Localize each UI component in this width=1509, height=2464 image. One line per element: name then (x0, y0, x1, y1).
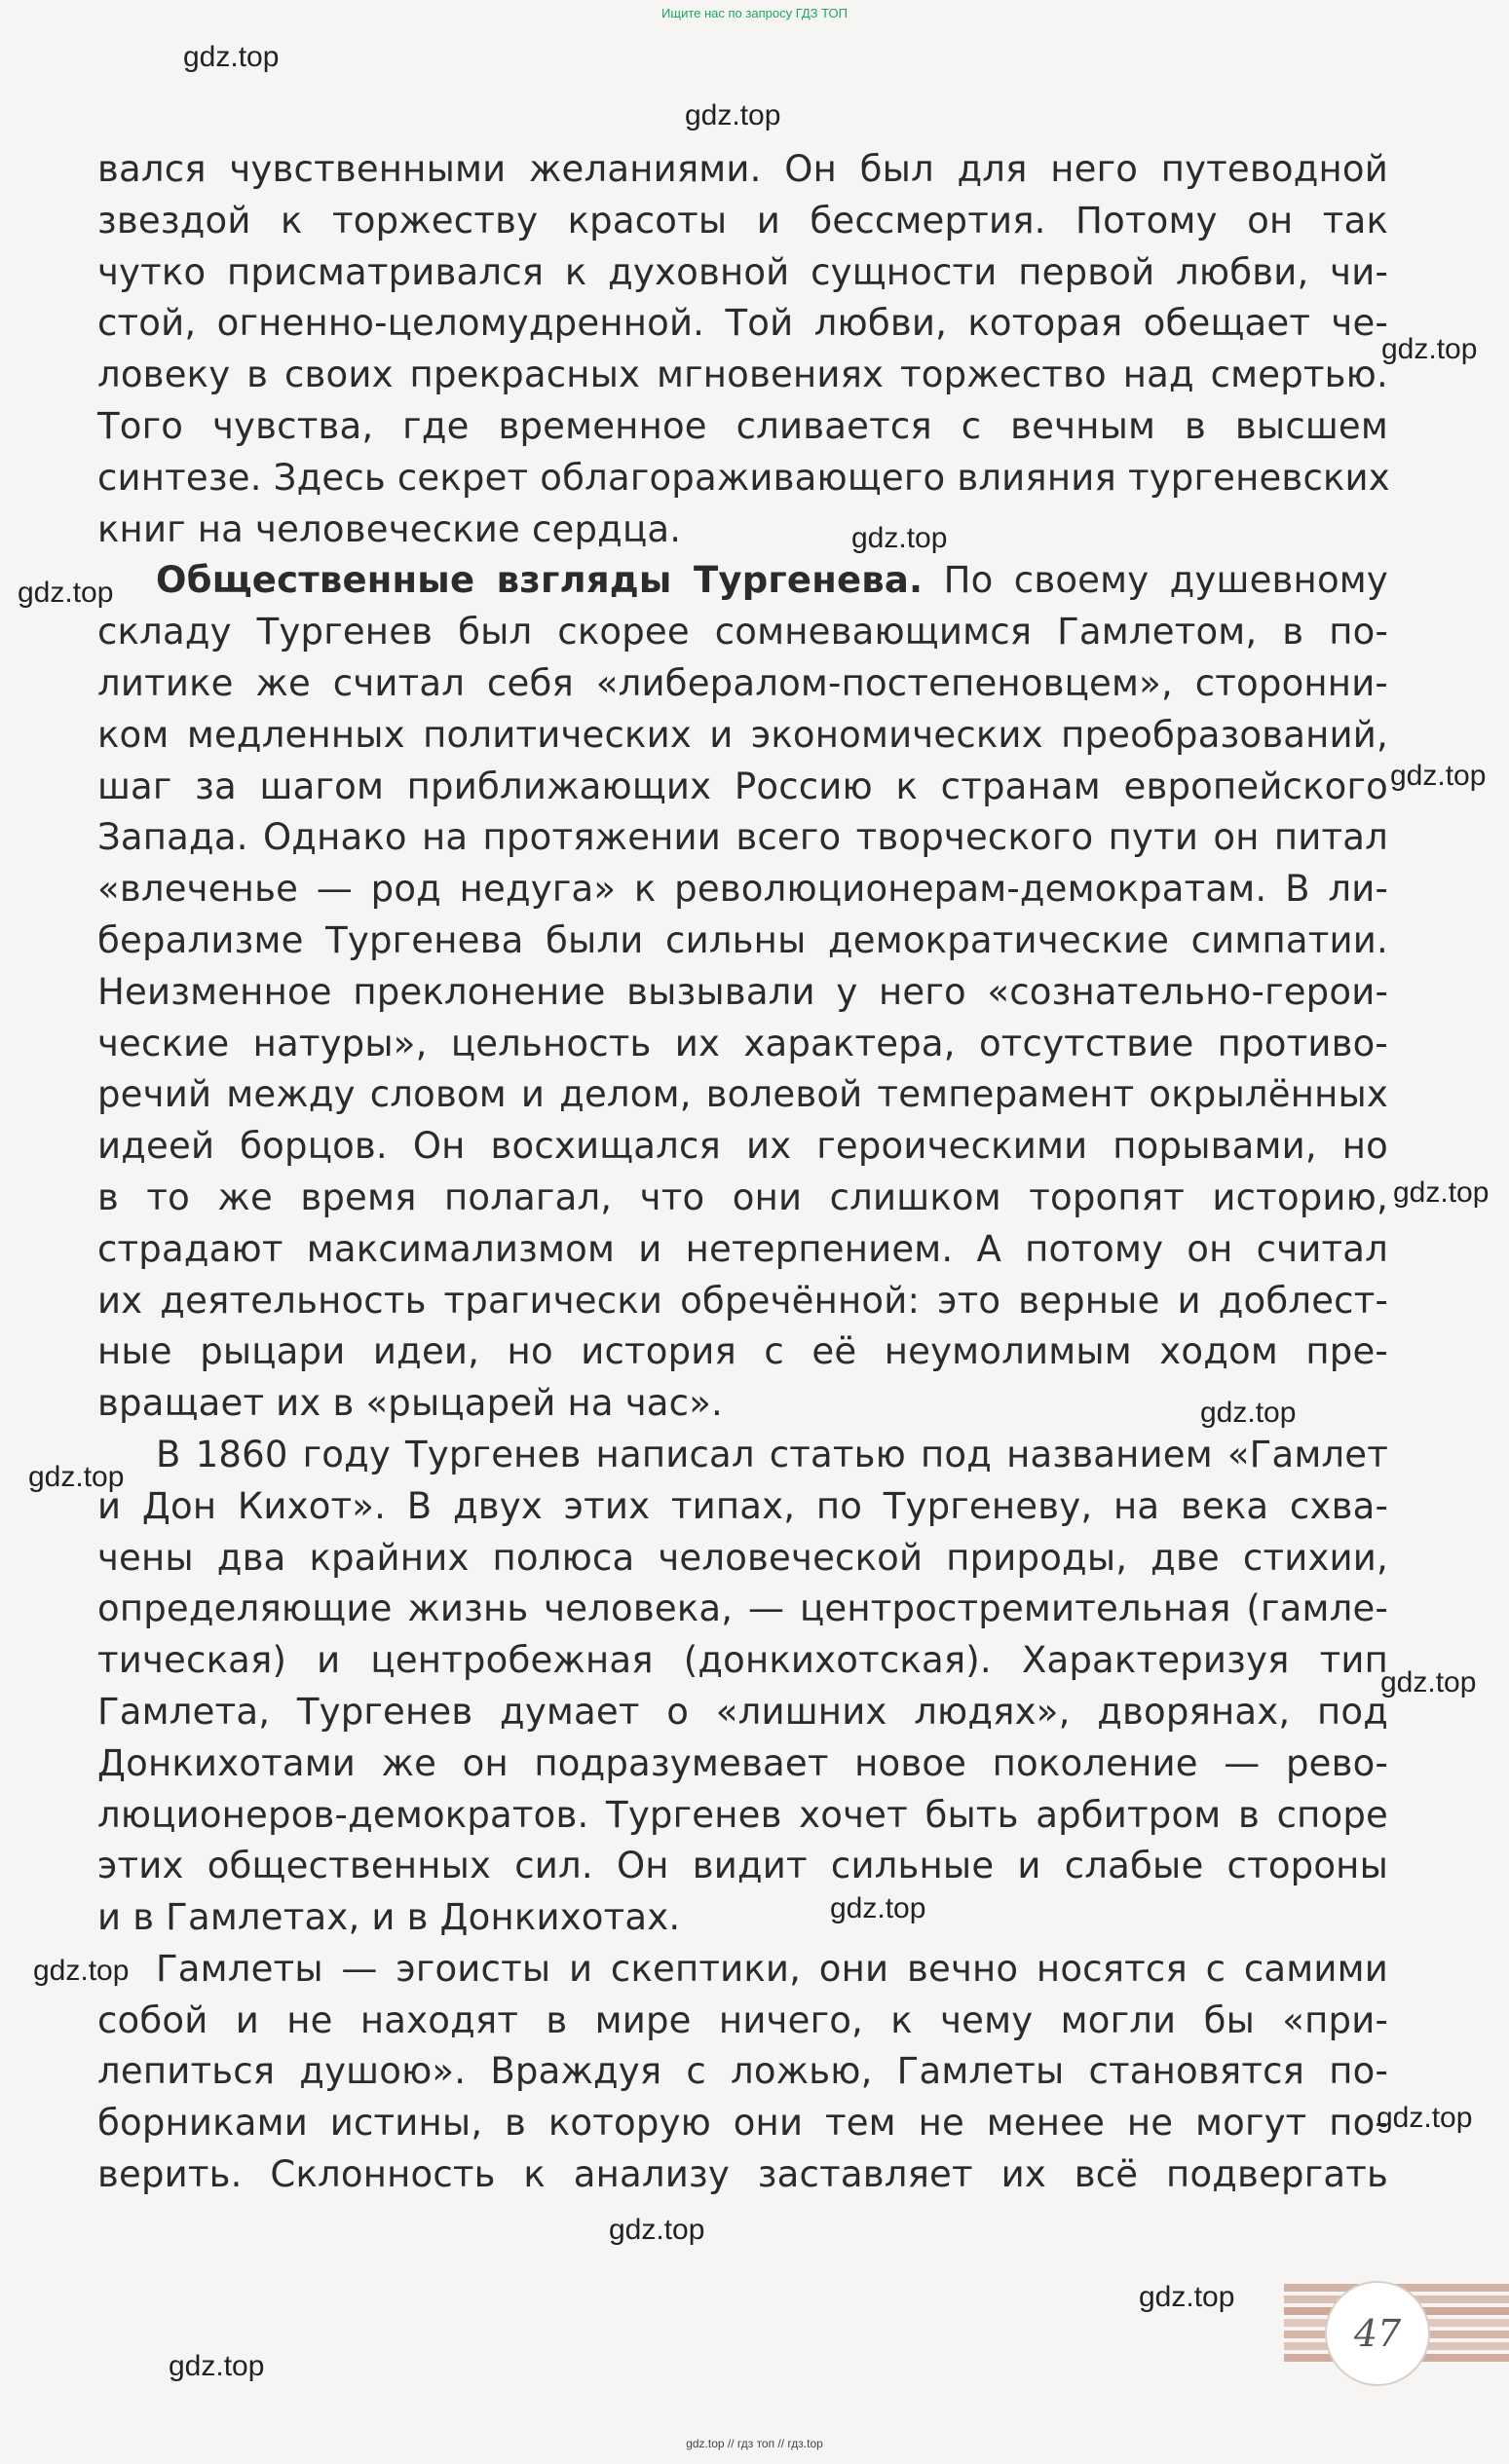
watermark: gdz.top (169, 2350, 265, 2382)
text-line: люционеров-демократов. Тургенев хочет быть арбитром в споре (97, 1793, 1388, 1836)
text-line: Гамлета, Тургенев думает о «лишних людях», дворянах, под (97, 1690, 1388, 1733)
watermark: gdz.top (33, 1955, 130, 1987)
text-line: шаг за шагом приближающих Россию к странам европейского (97, 765, 1388, 807)
text-line: ловеку в своих прекрасных мгновениях торжество над смертью. (97, 354, 1388, 396)
text-line: их деятельность трагически обречённой: это верные и доблест- (97, 1279, 1388, 1322)
text-line: Неизменное преклонение вызывали у него «сознательно-герои- (97, 970, 1388, 1013)
text-line: Того чувства, где временное сливается с вечным в высшем (97, 404, 1388, 447)
text-line: стой, огненно-целомудренной. Той любви, которая обещает че- (97, 302, 1388, 345)
text-line: вращает их в «рыцарей на час». (97, 1382, 723, 1425)
text-line: борниками истины, в которую они тем не менее не могут по- (97, 2102, 1388, 2145)
text-line: и Дон Кихот». В двух этих типах, по Тургеневу, на века схва- (97, 1484, 1388, 1527)
watermark: gdz.top (851, 522, 948, 554)
text-line: ком медленных политических и экономических преобразований, (97, 713, 1388, 756)
text-line: собой и не находят в мире ничего, к чему могли бы «при- (97, 1998, 1388, 2041)
text-line: звездой к торжеству красоты и бессмертия. Потому он так (97, 199, 1388, 242)
watermark: gdz.top (1139, 2281, 1235, 2313)
text-line: верить. Склонность к анализу заставляет их всё подвергать (97, 2153, 1388, 2196)
watermark: gdz.top (1377, 2102, 1473, 2134)
text-line: Запада. Однако на протяжении всего творческого пути он питал (97, 816, 1388, 859)
text-line: чены два крайних полюса человеческой природы, две стихии, (97, 1536, 1388, 1579)
bottom-banner: gdz.top // гдз топ // гдз.top (686, 2437, 823, 2450)
watermark: gdz.top (28, 1461, 125, 1493)
section-heading: Общественные взгляды Тургенева. (156, 559, 924, 602)
text-line: вался чувственными желаниями. Он был для него путеводной (97, 148, 1388, 190)
watermark: gdz.top (685, 99, 781, 131)
text-line: литике же считал себя «либералом-постепеновцем», сторонни- (97, 661, 1388, 704)
text-line: лепиться душою». Враждуя с ложью, Гамлеты становятся по- (97, 2050, 1388, 2093)
page-number: 47 (1325, 2281, 1430, 2386)
top-banner: Ищите нас по запросу ГДЗ ТОП (661, 6, 848, 20)
text-line: страдают максимализмом и нетерпением. А потому он считал (97, 1227, 1388, 1270)
text-line: ческие натуры», цельность их характера, отсутствие противо- (97, 1022, 1388, 1064)
watermark: gdz.top (1380, 1666, 1477, 1699)
watermark: gdz.top (18, 577, 114, 609)
watermark: gdz.top (183, 41, 280, 73)
watermark: gdz.top (609, 2214, 705, 2246)
section-first-line-text: По своему душевному (923, 559, 1388, 602)
page-text (97, 144, 1388, 2201)
text-line: берализме Тургенева были сильны демократические симпатии. (97, 918, 1388, 961)
text-line: идеей борцов. Он восхищался их героическими порывами, но (97, 1125, 1388, 1168)
text-line: речий между словом и делом, волевой темперамент окрылённых (97, 1073, 1388, 1116)
text-line: определяющие жизнь человека, — центростремительная (гамле- (97, 1587, 1388, 1630)
text-line: тическая) и центробежная (донкихотская). Характеризуя тип (97, 1639, 1388, 1682)
watermark: gdz.top (830, 1892, 926, 1924)
watermark: gdz.top (1390, 760, 1487, 792)
text-line: Гамлеты — эгоисты и скептики, они вечно носятся с самими (156, 1947, 1388, 1990)
watermark: gdz.top (1381, 333, 1478, 365)
watermark: gdz.top (1393, 1176, 1490, 1209)
text-line: и в Гамлетах, и в Донкихотах. (97, 1896, 681, 1939)
text-line: синтезе. Здесь секрет облагораживающего влияния тургеневских (97, 456, 1390, 499)
text-line: в то же время полагал, что они слишком торопят историю, (97, 1176, 1388, 1218)
text-line: «влеченье — род недуга» к революционерам-демократам. В ли- (97, 868, 1388, 911)
text-line: Донкихотами же он подразумевает новое поколение — рево- (97, 1741, 1388, 1784)
watermark: gdz.top (1200, 1397, 1297, 1429)
text-line: книг на человеческие сердца. (97, 507, 682, 550)
text-line: этих общественных сил. Он видит сильные и слабые стороны (97, 1845, 1388, 1887)
text-line: В 1860 году Тургенев написал статью под названием «Гамлет (156, 1433, 1388, 1475)
text-line: чутко присматривался к духовной сущности первой любви, чи- (97, 250, 1388, 293)
text-line: складу Тургенев был скорее сомневающимся Гамлетом, в по- (97, 611, 1388, 653)
text-line: ные рыцари идеи, но история с её неумолимым ходом пре- (97, 1330, 1388, 1373)
section-first-line (97, 555, 1388, 607)
